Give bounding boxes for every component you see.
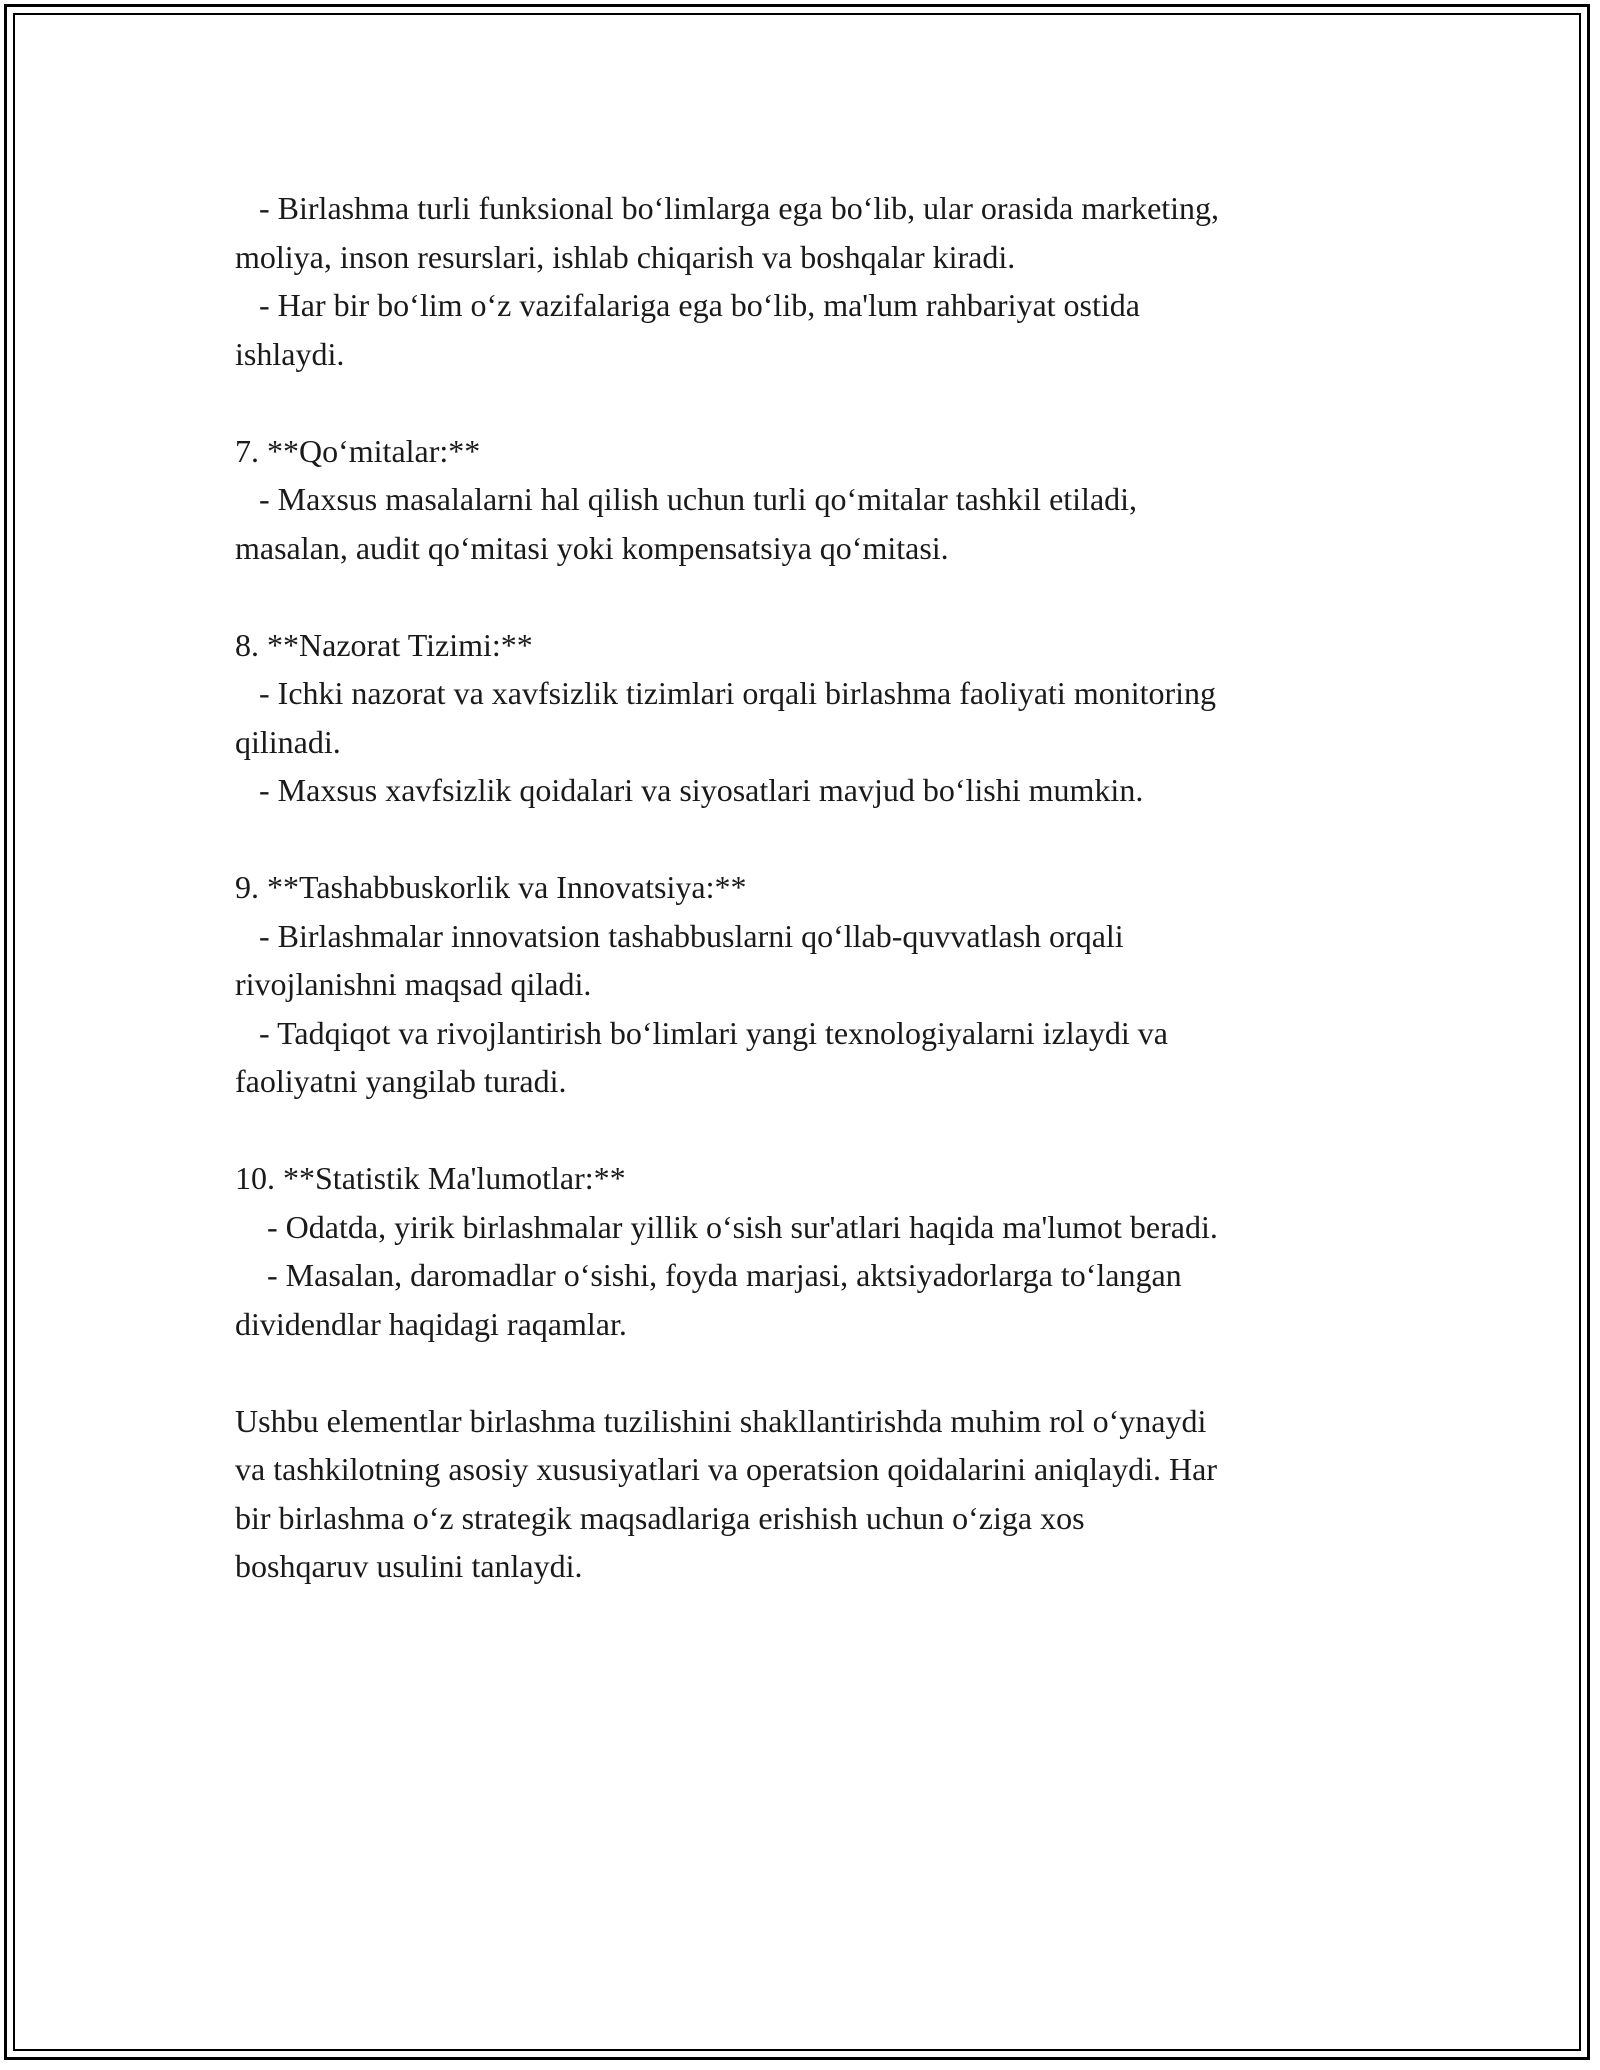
section-control-system: [235, 621, 1385, 815]
text-line: - Tadqiqot va rivojlantirish bo‘limlari yangi texnologiyalarni izlaydi va: [235, 1014, 1168, 1051]
text-line: - Birlashma turli funksional bo‘limlarga ega bo‘lib, ular orasida marketing,: [235, 190, 1220, 226]
document-body: [235, 184, 1385, 1591]
text-line: ishlaydi.: [235, 335, 345, 372]
text-line: - Birlashmalar innovatsion tashabbuslarni qo‘llab-quvvatlash orqali: [235, 917, 1124, 954]
paragraph-spacer: [235, 1348, 1385, 1397]
section-innovation: [235, 863, 1385, 1106]
text-line: - Ichki nazorat va xavfsizlik tizimlari orqali birlashma faoliyati monitoring: [235, 675, 1217, 711]
text-line: - Maxsus xavfsizlik qoidalari va siyosatlari mavjud bo‘lishi mumkin.: [235, 772, 1144, 808]
text-line: - Maxsus masalalarni hal qilish uchun turli qo‘mitalar tashkil etiladi,: [235, 481, 1138, 517]
section-heading: 7. **Qo‘mitalar:**: [235, 432, 481, 469]
section-heading: 10. **Statistik Ma'lumotlar:**: [235, 1160, 626, 1196]
text-line: va tashkilotning asosiy xususiyatlari va operatsion qoidalarini aniqlaydi. Har: [235, 1451, 1218, 1487]
text-line: rivojlanishni maqsad qiladi.: [235, 966, 592, 1002]
text-line: bir birlashma o‘z strategik maqsadlariga erishish uchun o‘ziga xos: [235, 1499, 1085, 1536]
paragraph-conclusion: [235, 1397, 1385, 1591]
text-line: dividendlar haqidagi raqamlar.: [235, 1305, 627, 1342]
text-line: moliya, inson resurslari, ishlab chiqarish va boshqalar kiradi.: [235, 238, 1016, 275]
text-line: faoliyatni yangilab turadi.: [235, 1063, 567, 1099]
text-line: - Odatda, yirik birlashmalar yillik o‘sish sur'atlari haqida ma'lumot beradi.: [235, 1208, 1218, 1245]
paragraph-spacer: [235, 378, 1385, 427]
text-line: masalan, audit qo‘mitasi yoki kompensatsiya qo‘mitasi.: [235, 529, 949, 566]
paragraph-spacer: [235, 572, 1385, 621]
text-line: - Har bir bo‘lim o‘z vazifalariga ega bo‘lib, ma'lum rahbariyat ostida: [235, 287, 1140, 323]
section-statistics: [235, 1154, 1385, 1348]
section-heading: 9. **Tashabbuskorlik va Innovatsiya:**: [235, 869, 747, 905]
section-heading: 8. **Nazorat Tizimi:**: [235, 626, 533, 663]
section-committees: [235, 427, 1385, 573]
text-line: boshqaruv usulini tanlaydi.: [235, 1548, 583, 1584]
paragraph-departments: [235, 184, 1385, 378]
paragraph-spacer: [235, 1106, 1385, 1155]
text-line: qilinadi.: [235, 723, 341, 760]
paragraph-spacer: [235, 815, 1385, 864]
text-line: Ushbu elementlar birlashma tuzilishini shakllantirishda muhim rol o‘ynaydi: [235, 1402, 1207, 1439]
text-line: - Masalan, daromadlar o‘sishi, foyda marjasi, aktsiyadorlarga to‘langan: [235, 1257, 1182, 1293]
